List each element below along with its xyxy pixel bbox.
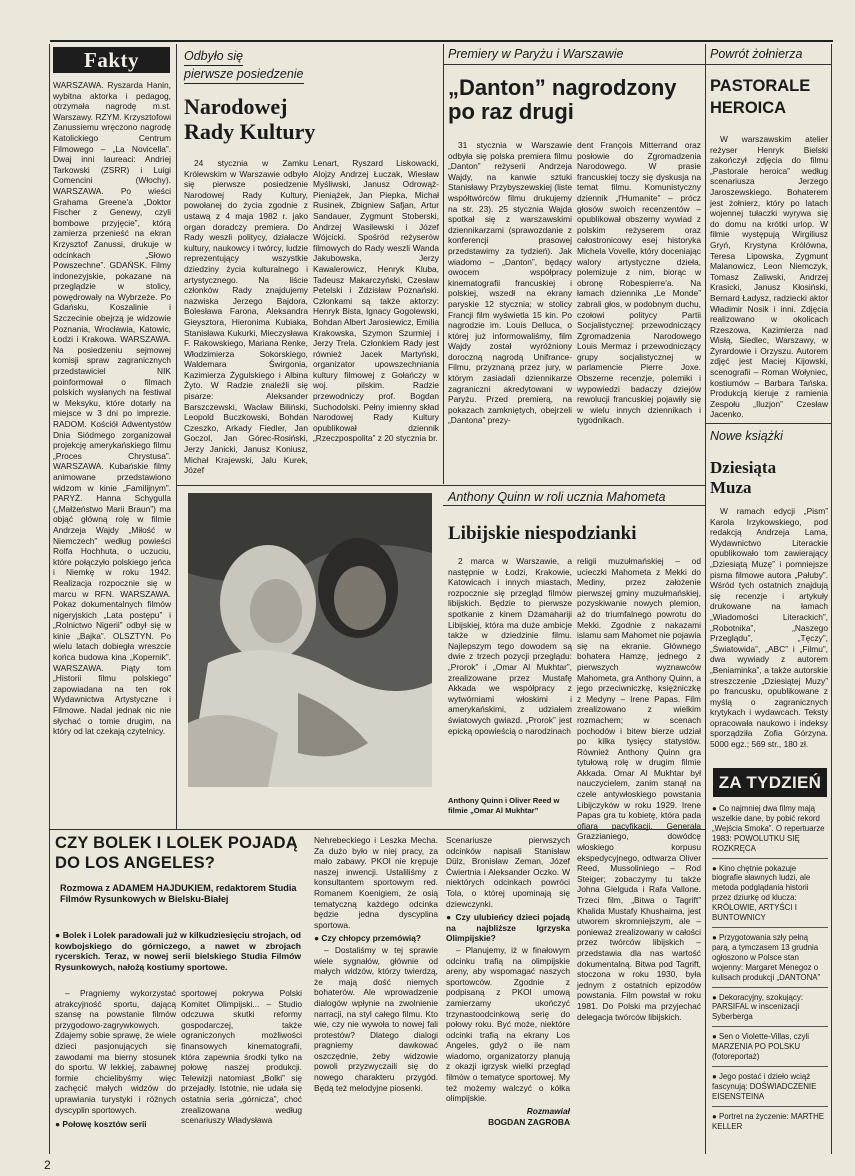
bolek-col-4 [446,835,570,1150]
quinn-col-2 [577,556,701,1022]
bullet-icon: ● [55,930,63,940]
fakty-text: WARSZAWA. Ryszarda Hanin, wybitna aktorka i pedagog, otrzymała nagrodę m.st. Warszawy. RZYM. Krzysztofowi Zanussiemu wręczono nagrodę Katolickiego Centrum Filmowego – „La Novicella”. Dwaj inni laureaci: Andriej Tarkowski (ZSRR) i Luigi Comencini (Włochy). WARSZAWA. Po wieści Grahama Greene'a „Doktor Fischer z Genewy, czyli bombowe przyjęcie”, którą zamierza przenieść na ekran Krzysztof Zanussi, drukuje w odcinkach „Słowo Powszechne”. GDAŃSK. Filmy indonezyjskie, pokazane na przeglądzie w stolicy, powędrowały na Wybrzeże. Po Gdańsku, Koszalinie i Szczecinie obejrzą je widzowie Poznania, Wrocławia, Katowic, Łodzi i Krakowa. WARSZAWA. Na posiedzeniu sejmowej komisji spraw zagranicznych przedstawiciel NIK poinformował o filmach polskich wysłanych na festiwal w Meksyku, które dotarły na miejsce w 3 dni po imprezie. RADOM. Kościół Adwentystów Dnia Siódmego zorganizował projekcję amerykańskiego filmu „Proces Chrystusa”. WARSZAWA. Kubańskie filmy animowane przedstawiono widzom w kinie „Familijnym”. PARYŻ. Hanna Schygulla („Małżeństwo Marii Braun”) ma objąć główną rolę w filmie Andrzeja Wajdy „Miłość w Niemczech” według powieści Rolfa Hochhuta, o uczuciu, które połączyło polskiego jeńca i Niemkę w roku 1942. Realizacja rozpocznie się w marcu w RFN. WARSZAWA. Pokaz dokumentalnych filmów nigeryjskich „Lata postępu” i „Rolnictwo Nigerii” odbył się w kinie „Bajka”. OLSZTYN. Po wielu latach dobiegła wreszcie końca budowa kina „Kopernik”. WARSZAWA. Piąty tom „Historii filmu polskiego” zapowiadana na ten rok Wydawnictwa Artystyczne i Filmowe. Nadal jednak nic nie słychać o tomie drugim, na który od lat czekają czytelnicy. [53,80,171,737]
bolek-signature-name: BOGDAN ZAGROBA [488,1117,570,1128]
top-rule [50,40,833,42]
danton-kicker: Premiery w Paryżu i Warszawie [448,47,624,61]
narodowa-header [184,48,439,156]
column-rule [176,44,177,829]
page-number: 2 [44,1158,51,1172]
ksiazki-header [710,428,828,503]
quinn-kicker: Anthony Quinn w roli ucznia Mahometa [448,490,666,504]
fakty-body [53,80,171,825]
section-rule [443,505,705,506]
bullet-icon: ● [712,1111,719,1121]
za-tydzien-list [712,804,828,1154]
bolek-question-3: ● Czy ulubieńcy dzieci pojadą na najbliższe Igrzyska Olimpijskie? [446,912,570,944]
narodowa-text-2: Lenart, Ryszard Liskowacki, Alojzy Andrzej Łuczak, Wiesław Myśliwski, Janusz Odrowąż-Pieniążek, Jan Piepka, Michał Rusinek, Zbigniew Safjan, Artur Sandauer, Zygmunt Stoberski, Andrzej Wasilewski i Józef Wójcicki. Spośród reżyserów filmowych do Rady weszli Wanda Jakubowska, Jerzy Kawalerowicz, Henryk Kluba, Tadeusz Makarczyński, Czesław Petelski i Zdzisław Poznański. Członkami są także aktorzy: Henryk Bista, Ignacy Gogolewski, Bohdan Albert Jarosiewicz, Emilia Krakowska, Szymon Szurmiej i Jerzy Trela. Członkiem Rady jest również Jacek Martyński, organizator upowszechniania kultury filmowej z Gołańczy w woj. pilskim. Radzie przewodniczy prof. Bogdan Suchodolski. Pełny imienny skład Narodowej Rady Kultury opublikował dziennik „Rzeczpospolita” z 20 stycznia br. [313,158,439,444]
bolek-col-1 [55,988,176,1150]
bolek-headline: CZY BOLEK I LOLEK POJADĄ DO LOS ANGELES? [55,834,298,872]
bolek-text-4b: – Planujemy, iż w finałowym odcinku trafią na olimpijskie areny, aby wspomagać naszych sportowców. Zgodnie z podpisaną z PKOl umową zamierzamy ukończyć trzynastoodcinkową serię do połowy roku. Być może, niektóre odcinki trafią na ekrany Los Angeles, gdyż o ile nam wiadomo, organizatorzy planują z okazji igrzysk wielki przegląd filmów o tematyce sportowej. My też możemy walczyć o kółka olimpijskie. [446,944,570,1104]
za-tydzien-item: ● Co najmniej dwa filmy mają wszelkie dane, by pobić rekord „Wejścia Smoka”. O repertuarze 1983: POWOLUTKU SIĘ ROZKRĘCA [712,804,828,859]
column-rule [49,44,50,1154]
narodowa-kicker-2: pierwsze posiedzenie [184,66,439,84]
za-tydzien-item: ● Kino chętnie pokazuje biografie sławnych ludzi, ale metoda podglądania historii przez dziurkę od klucza: KRÓLOWIE, ARTYŚCI I BUNTOWNICY [712,864,828,928]
quinn-text-1: 2 marca w Warszawie, a następnie w Łodzi, Krakowie, Katowicach i innych miastach, rozpocznie się przegląd filmów libijskich. Będzie to pierwsze spotkanie z kinem Dżamahariji Libijskiej, która ma duże ambicje także w dziedzinie filmu. Najlepszym tego dowodem są dwie z trzech pozycji przeglądu: „Prorok” i „Omar Al Mukhtar”, zrealizowane przez Mustafę Akkada we współpracy z wytwórniami włoskimi i amerykańskimi, z udziałem światowych gwiazd. „Prorok” jest epicką opowieścią o narodzinach [448,556,572,736]
bullet-icon: ● [55,1119,63,1130]
danton-headline: „Danton” nagrodzony po raz drugi [448,75,677,124]
ksiazki-kicker: Nowe książki [710,429,783,443]
narodowa-headline: Narodowej Rady Kultury [184,94,316,144]
danton-header [448,46,704,136]
bolek-signature-label: Rozmawiał [526,1105,570,1116]
bullet-icon: ● [314,933,322,944]
bullet-icon: ● [712,804,719,813]
quinn-photo-caption: Anthony Quinn i Oliver Reed w filmie „Omar Al Mukhtar” [448,796,560,815]
bolek-question-1: ● Połowę kosztów serii [55,1119,147,1130]
bullet-icon: ● [712,932,719,942]
bolek-text-3b: – Dostaliśmy w tej sprawie wiele sygnałów, głównie od małych widzów, którzy twierdzą, że mają dość niemych bohaterów. Ale wprowadzenie dialogów wpłynie na zwolnienie narracji, na styl całego filmu. Kto wie, czy nie wywoła to nowej fali protestów? Dlatego dialogi pragniemy dawkować oszczędnie, żeby widzowie powoli przyzwyczaili się do nowego charakteru przygód. Będą też melodyjne piosenki. [314,944,438,1093]
bolek-text-1: – Pragniemy wykorzystać atrakcyjność sportu, dającą szansę na powstanie filmów przygodowo-zagrywkowych. Zdajemy sobie sprawę, że wiele dzieci pasjonujących się zawodami ma bierny stosunek do sportu. W lekkiej, zabawnej formie chcielibyśmy więc zachęcić małych widzów do uprawiania turystyki i różnych dyscyplin sportowych. [55,988,176,1115]
bullet-icon: ● [712,1071,719,1081]
quinn-col-1 [448,556,572,788]
bolek-lead [55,930,301,972]
narodowa-kicker-1: Odbyło się [184,48,439,66]
danton-col-1 [448,140,572,480]
za-tydzien-item: ● Przygotowania szły pełną parą, a tymczasem 13 grudnia ogłoszono w Polsce stan wojenny: Margaret Menegoz o kulisach produkcji „DANTONA” [712,933,828,988]
narodowa-col-1 [184,158,308,480]
bolek-text-3: Nehrebeckiego i Leszka Mecha. Za dużo było w niej pracy, za mało zabawy. PKOl nie krępuje naszej inwencji. Ustaliliśmy z konsultantem sportowym red. Romanem Koenigiem, że osią tematyczną każdego odcinka będzie jedna dyscyplina sportowa. [314,835,438,930]
column-rule [705,44,706,1154]
danton-text-1: 31 stycznia w Warszawie odbyła się polska premiera filmu „Danton” reżyserii Andrzeja Wajdy, na kanwie sztuki Stanisławy Przybyszewskiej (liste współtwórców filmu drukujemy na str. 23). 25 stycznia Wajda spotkał się z warszawskimi dziennikarzami (sprawozdanie z konferencji prasowej przedstawimy za tydzień). Jak wiadomo – „Danton”, będący owocem współpracy kinematografii francuskiej i polskiej, wszedł na ekrany paryskie 12 stycznia; w stolicy Francji film wyświetla 15 kin. Po nagrodzie im. Louis Delluca, o której już informowaliśmy, film Wajdy został wyróżniony doroczną nagrodą Unifrance-Filmu, przyznaną przez jury, w którym zasiadali dziennikarze zagraniczni akredytowani w Paryżu. Przed premierą, na pokazach zamkniętych, obejrzeli „Dantona” prezy- [448,140,572,426]
bolek-col-2 [181,988,302,1150]
quinn-text-2: religii muzułmańskiej – od ucieczki Mahometa z Mekki do Mediny, przez założenie pierwszej gminy muzułmańskiej, pozyskiwanie nowych plemion, aż do triumfalnego powrotu do Mekki. Zgodnie z nakazami islamu sam Mahomet nie pojawia się na ekranie. Głównego bohatera Hamzę, jednego z pierwszych wyznawców Mahometa, gra Anthony Quinn, a jego przeciwniczkę, księżniczkę z Medyny – Irene Papas. Film zrealizowano z wielkim rozmachem; w scenach pochodów i bitew bierze udział po kilka tysięcy statystów. Również Anthony Quinn gra tytułową rolę w drugim filmie Akkada. Omar Al Mukhtar był nauczycielem, zanim stanął na czele antywłoskiego powstania Libijczyków w roku 1929. Irene Papas gra tu kobietę, która pada ofiarą pacyfikacji. Generała Grazzianiego, dowódcę włoskiego korpusu ekspedycyjnego, odtwarza Oliver Reed, Mussoliniego – Rod Steiger; zobaczymy tu także Johna Gielguda i Rafa Vallone. Trzeci film, „Bitwa o Tagrift” Khalida Mustafy Khushaima, jest utworem skromniejszym, ale – ponieważ zrealizowany w całości przez twórców libijskich – przedstawia dla nas wartość dokumentalną. Bitwa pod Tagrift, stoczona w roku 1930, była jednym z ostatnich epizodów powstania. Film powstał w roku 1981. Do Polski ma przyjechać delegacja twórców libijskich. [577,556,701,1022]
bolek-lead-text: Bolek i Lolek paradowali już w kilkudziesięciu strojach, od kowbojskiego do górniczego, a nawet w zbrojach rycerskich. Teraz, w nowej serii bielskiego Studia Filmów Rysunkowych, nałożą kostiumy sportowe. [55,930,301,972]
danton-text-2: dent François Mitterrand oraz posłowie do Zgromadzenia Narodowego. W prasie francuskiej toczy się dyskusja na temat filmu. Komunistyczny dziennik „l'Humanite” – prócz głosów swoich recenzentów – opublikował obszerny wywiad z polskim reżyserem oraz całostronicowy esej historyka Michela Vovelle, który doceniając walory artystyczne dzieła, polemizuje z nim, biorąc w obronę Robespierre'a. Na łamach dziennika „Le Monde” zabrali głos, w podobnym duchu, czołowi politycy Partii Socjalistycznej: przewodniczący Zgromadzenia Narodowego Louis Mermaz i przewodniczący grupy socjalistycznej w parlamencie Pierre Joxe. Obszerne recenzje, polemiki i wypowiedzi badaczy dziejów rewolucji francuskiej pojawiły się w wielu innych dziennikach i tygodnikach. [577,140,701,426]
za-tydzien-item: ● Dekoracyjny, szokujący: PARSIFAL w inscenizacji Syberberga [712,993,828,1028]
quinn-headline: Libijskie niespodzianki [448,523,637,544]
za-tydzien-item: ● Portret na życzenie: MARTHE KELLER [712,1111,825,1131]
powrot-header [710,46,828,132]
column-rule [443,44,444,484]
section-rule [176,485,705,486]
narodowa-col-2 [313,158,439,480]
film-still-image [188,493,432,787]
danton-col-2 [577,140,701,480]
bullet-icon: ● [446,912,456,923]
powrot-body [710,134,828,420]
ksiazki-text: W ramach edycji „Pism” Karola Irzykowskiego, pod redakcją Andrzeja Lama, Wydawnictwo Literackie opublikowało tom zawierający „Dziesiątą Muzę” i pomniejsze pisma filmowe autora „Pałuby”. Wśród tych ostatnich znajdują się recenzje i artykuły drukowane na łamach „Wiadomości Literackich”, „Robotnika”, „Naszego Przeglądu”, „Tęczy”, „Światowida”, „ABC” i „Filmu”, dwa wywiady z autorem „Beniaminka”, a także autorskie streszczenie „Dziesiątej Muzy” po francusku, opublikowane z myślą o zagranicznych krytykach i wydawcach. Teksty opracowała naukowo i indeksy sporządziła Zofia Górzyna. 5000 egz.; 569 str., 180 zł. [710,506,828,750]
bullet-icon: ● [712,992,719,1002]
ksiazki-body [710,506,828,760]
bolek-question-2: ● Czy chłopcy przemówią? [314,933,421,944]
bullet-icon: ● [712,863,719,873]
za-tydzien-label: ZA TYDZIEŃ [713,768,827,797]
powrot-kicker: Powrót żołnierza [710,47,803,61]
column-rule [831,44,832,1154]
narodowa-text-1: 24 stycznia w Zamku Królewskim w Warszawie odbyło się pierwsze posiedzenie Narodowej Rady Kultury, powołanej do życia zgodnie z ustawą z 4 maja 1982 r. jako organ doradczy premiera. Do Rady weszli politycy, działacze kultury, naukowcy i twórcy, ludzie reprezentujący wszystkie dziedziny życia kulturalnego i artystycznego. Na liście członków Rady znajdujemy nazwiska Jerzego Bajdora, Bolesława Farona, Aleksandra Gieysztora, Hieronima Kubiaka, Stanisława Kukurki, Mieczysława F. Rakowskiego, Mariana Renke, Włodzimierza Sokorskiego, Waldemara Świrgonia, Kazimierza Żygulskiego i Albina Żyto. W Radzie znaleźli się pisarze: Aleksander Barszczewski, Wacław Biliński, Leopold Buczkowski, Bohdan Czeszko, Arkady Fiedler, Jan Goczol, Jan Górec-Rosiński, Jerzy Janicki, Janusz Koniusz, Michał Krajewski, Jalu Kurek, Józef [184,158,308,476]
quinn-photo [188,493,432,787]
za-tydzien-item: ● Sen o Violette-Villas, czyli MARZENIA PO POLSKU (fotoreportaż) [712,1032,828,1067]
fakty-label: Fakty [53,47,170,73]
powrot-text: W warszawskim atelier reżyser Henryk Bielski zakończył zdjęcia do filmu „Pastorale heroica” według scenariusza Jerzego Jaroszewskiego. Bohaterem jest żołnierz, który po latach wojennej tułaczki wyrywa się do domu na krótki urlop. W filmie występują Wirgiliusz Gryń, Krystyna Królówna, Teresa Lipowska, Zygmunt Malanowicz, Leon Niemczyk, Tomasz Zaliwski, Andrzej Krasicki, Janusz Kłosiński, Bernard Ładysz, radziecki aktor Władimir Nosik i inni. Zdjęcia realizowano w okolicach Rzeszowa, Kazimierza nad Wisłą, Siedlec, Warszawy, w Żyrardowie i Orzyszu. Autorem zdjęć jest Maciej Kijowski, scenografii – Roman Wołyniec, kostiumów – Barbara Tańska. Produkcją kieruje z ramienia Zespołu „Iluzjon” Czesław Jacenko. [710,134,828,420]
section-rule [706,423,831,424]
za-tydzien-item: ● Jego postać i dzieło wciąż fascynują: DOŚWIADCZENIE EISENSTEINA [712,1072,828,1107]
bolek-text-4: Scenariusze pierwszych odcinków napisali Stanisław Dülz, Bronisław Zeman, Józef Ćwiertnia i Aleksander Oczko. W niektórych odcinkach powróci Tola, o której upominają się dziewczynki. [446,835,570,909]
bolek-col-3 [314,835,438,1150]
bolek-text-2: sportowej pokrywa Polski Komitet Olimpijski... – Studio odczuwa skutki reformy gospodarczej, także ograniczonych możliwości finansowych kinematografii, która zapewnia środki tylko na połowę naszej produkcji. Telewizji natomiast „Bolki” się przejadły. Istotnie, nie udała się ostatnia seria „górnicza”, choć zrealizowana według scenariuszy Władysława [181,988,302,1126]
bullet-icon: ● [712,1032,719,1042]
ksiazki-headline: Dziesiąta Muza [710,458,777,497]
powrot-headline: PASTORALE HEROICA [710,77,811,117]
bolek-intro: Rozmowa z ADAMEM HAJDUKIEM, redaktorem Studia Filmów Rysunkowych w Bielsku-Białej [60,883,297,905]
